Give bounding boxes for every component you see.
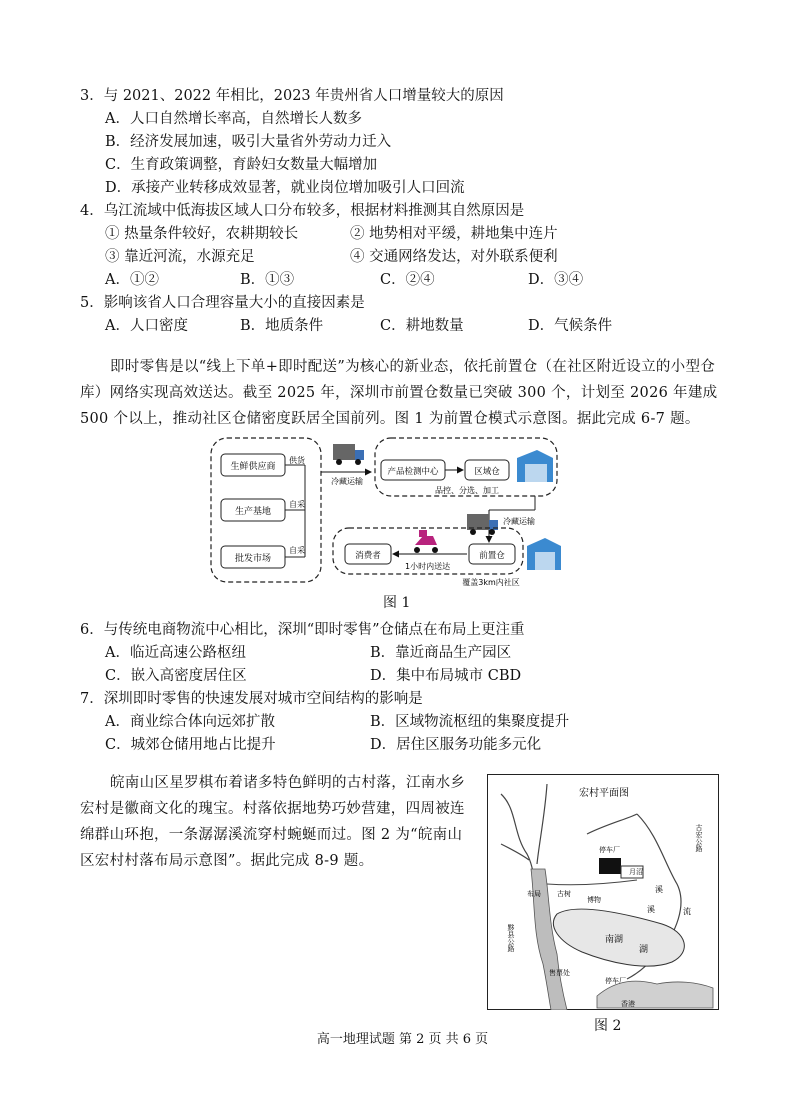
q7-option-b: B．区域物流枢纽的集聚度提升 (370, 714, 570, 730)
parking-label-1: 停车厂 (599, 846, 620, 854)
map-frame (488, 775, 719, 1010)
passage-hongcun: 皖南山区星罗棋布着诸多特色鲜明的古村落，江南水乡宏村是徽商文化的瑰宝。村落依据地势巧妙营建，四周被连绵群山环抱，一条潺潺溪流穿村蜿蜒而过。图 2 为“皖南山区宏村村落布局示意图”。据此完成 8-9 题。 (80, 775, 466, 869)
q3-option-b: B．经济发展加速，吸引大量省外劳动力迁入 (105, 134, 392, 150)
place-label-6: 香港 (621, 1000, 635, 1008)
q4-option-b: B．①③ (240, 272, 295, 288)
q6-option-a: A．临近高速公路枢纽 (105, 645, 246, 661)
q4-item-3: ③ 靠近河流，水源充足 (105, 249, 255, 265)
self-label-1: 自采 (289, 500, 305, 509)
q6-stem: 6．与传统电商物流中心相比，深圳“即时零售”仓储点在布局上更注重 (80, 622, 525, 638)
market-label: 批发市场 (234, 554, 272, 564)
q6-option-b: B．靠近商品生产园区 (370, 645, 512, 661)
page-footer: 高一地理试题 第 2 页 共 6 页 (316, 1032, 489, 1047)
creek-label-3: 流 (683, 907, 691, 916)
q4-stem: 4．乌江流域中低海拔区域人口分布较多，根据材料推测其自然原因是 (80, 203, 525, 219)
lake-label-2: 湖 (639, 945, 649, 955)
q6-option-d: D．集中布局城市 CBD (370, 668, 522, 684)
warehouse-icon (517, 450, 553, 482)
figure-2-map (487, 774, 719, 1010)
supply-label: 供货 (289, 456, 305, 465)
q5-stem: 5．影响该省人口合理容量大小的直接因素是 (80, 295, 365, 311)
q3-option-d: D．承接产业转移成效显著，就业岗位增加吸引人口回流 (105, 180, 465, 196)
truck-icon (467, 514, 498, 535)
lake-label-1: 南湖 (605, 935, 624, 945)
figure-1-caption: 图 1 (383, 595, 411, 611)
q7-option-d: D．居住区服务功能多元化 (370, 737, 542, 753)
parking-label-2: 停车厂 (605, 977, 626, 985)
q4-item-2: ② 地势相对平缓，耕地集中连片 (350, 226, 558, 242)
process-label: 品控、分选、加工 (435, 486, 499, 495)
cold-chain-label-1: 冷藏运输 (331, 477, 363, 486)
inspection-label: 产品检测中心 (387, 467, 439, 477)
road-label-east: 古宏公路 (695, 824, 703, 852)
passage-instant-retail: 即时零售是以“线上下单+即时配送”为核心的新业态，依托前置仓（在社区附近设立的小型仓库）网络实现高效送达。截至 2025 年，深圳市前置仓数量已突破 300 个，计划至 2026 年建成 500 个以上，推动社区仓储密度跃居全国前列。图 1 为前置仓模式示意图。据此完成 6-7 题。 (80, 359, 718, 427)
self-label-2: 自采 (289, 546, 305, 555)
scooter-icon (414, 530, 438, 553)
q4-item-1: ① 热量条件较好，农耕期较长 (105, 226, 299, 242)
mountain-range (597, 981, 713, 1008)
creek-label-2: 溪 (647, 905, 655, 914)
cold-chain-label-2: 冷藏运输 (503, 517, 535, 526)
q6-option-c: C．嵌入高密度居住区 (105, 668, 247, 684)
q5-option-d: D．气候条件 (528, 318, 613, 334)
q4-option-d: D．③④ (528, 272, 584, 288)
q5-option-c: C．耕地数量 (380, 318, 464, 334)
coverage-label: 覆盖3km内社区 (462, 578, 520, 587)
q7-option-a: A．商业综合体向远郊扩散 (105, 714, 275, 730)
figure-1-diagram (205, 432, 565, 590)
place-label-5: 售票处 (549, 969, 570, 977)
parking-icon (599, 858, 621, 874)
regional-warehouse-label: 区域仓 (474, 467, 500, 477)
front-warehouse-label: 前置仓 (479, 551, 505, 561)
q4-option-c: C．②④ (380, 272, 435, 288)
q3-option-c: C．生育政策调整，育龄妇女数量大幅增加 (105, 157, 378, 173)
place-label-2: 古树 (557, 890, 571, 898)
q3-option-a: A．人口自然增长率高，自然增长人数多 (105, 111, 362, 127)
q7-option-c: C．城郊仓储用地占比提升 (105, 737, 276, 753)
q4-option-a: A．①② (105, 272, 159, 288)
q4-item-4: ④ 交通网络发达，对外联系便利 (350, 249, 558, 265)
figure-2-caption: 图 2 (594, 1018, 622, 1034)
place-label-4: 月沼 (629, 868, 643, 876)
base-label: 生产基地 (234, 507, 272, 517)
place-label-1: 布局 (527, 890, 541, 898)
creek-label-1: 溪 (655, 885, 663, 894)
road-label-west: 黟县公路 (507, 924, 515, 952)
delivery-time-label: 1小时内送达 (405, 562, 451, 571)
consumer-label: 消费者 (355, 551, 381, 561)
truck-icon (333, 444, 364, 465)
map-title: 宏村平面图 (579, 788, 629, 799)
warehouse-icon (527, 538, 561, 570)
supplier-label: 生鲜供应商 (230, 462, 276, 472)
q5-option-a: A．人口密度 (105, 318, 188, 334)
q3-stem: 3．与 2021、2022 年相比，2023 年贵州省人口增量较大的原因 (80, 88, 504, 104)
place-label-3: 博物 (587, 896, 601, 904)
q7-stem: 7．深圳即时零售的快速发展对城市空间结构的影响是 (80, 691, 423, 707)
q5-option-b: B．地质条件 (240, 318, 324, 334)
